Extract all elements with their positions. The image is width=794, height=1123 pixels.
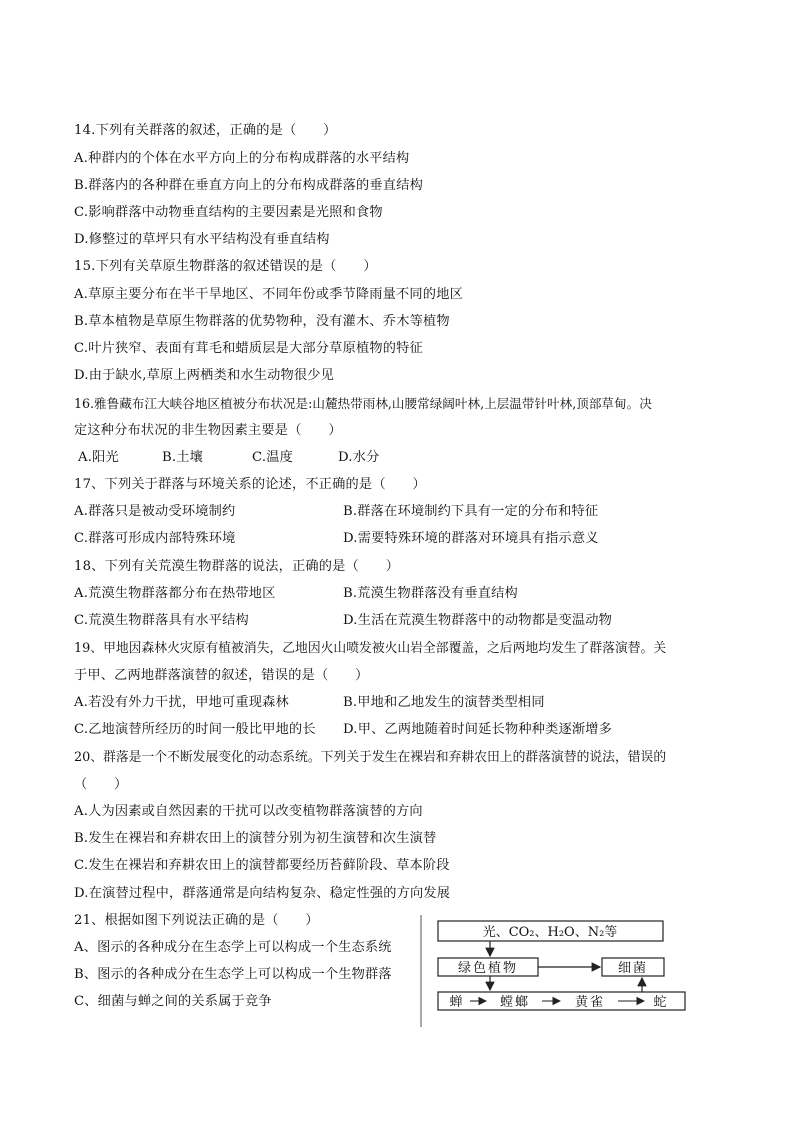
q17-option-b: B.群落在环境制约下具有一定的分布和特征	[343, 504, 599, 519]
abiotic-label: 光、CO₂、H₂O、N₂等	[482, 925, 618, 940]
q19-option-b: B.甲地和乙地发生的演替类型相同	[343, 695, 545, 710]
q17-option-c: C.群落可形成内部特殊环境	[74, 531, 236, 546]
q20-option-d: D.在演替过程中，群落通常是向结构复杂、稳定性强的方向发展	[74, 886, 451, 901]
q21-option-b: B、图示的各种成分在生态学上可以构成一个生物群落	[74, 967, 392, 982]
chain-oriole: 黄雀	[574, 995, 606, 1010]
q16-stem-line1: 16.雅鲁藏布江大峡谷地区植被分布状况是:山麓热带雨林,山腰常绿阔叶林,上层温带针叶林,顶部草甸。决	[74, 396, 652, 411]
q16-option-d: D.水分	[338, 450, 380, 465]
q14-option-a: A.种群内的个体在水平方向上的分布构成群落的水平结构	[74, 151, 410, 166]
q19-stem-line1: 19、甲地因森林火灾原有植被消失，乙地因火山喷发被火山岩全部覆盖，之后两地均发生了群落演替。关	[74, 641, 667, 656]
q18-stem: 18、下列有关荒漠生物群落的说法，正确的是（ ）	[74, 559, 400, 574]
q16-stem-line2: 定这种分布状况的非生物因素主要是（ ）	[74, 423, 342, 438]
q21-option-c: C、细菌与蝉之间的关系属于竞争	[74, 994, 272, 1009]
q20-option-c: C.发生在裸岩和弃耕农田上的演替都要经历苔藓阶段、草本阶段	[74, 858, 450, 873]
q16-option-b: B.土壤	[162, 450, 204, 465]
q18-option-d: D.生活在荒漠生物群落中的动物都是变温动物	[343, 613, 613, 628]
q14-option-b: B.群落内的各种群在垂直方向上的分布构成群落的垂直结构	[74, 178, 423, 193]
q15-option-d: D.由于缺水,草原上两栖类和水生动物很少见	[74, 368, 335, 383]
q20-stem-line2: （ ）	[74, 777, 128, 792]
q18-option-a: A.荒漠生物群落都分布在热带地区	[74, 586, 276, 601]
q15-option-a: A.草原主要分布在半干旱地区、不同年份或季节降雨量不同的地区	[74, 287, 463, 302]
q20-option-b: B.发生在裸岩和弃耕农田上的演替分别为初生演替和次生演替	[74, 831, 437, 846]
q14-option-c: C.影响群落中动物垂直结构的主要因素是光照和食物	[74, 205, 383, 220]
q16-option-c: C.温度	[252, 450, 293, 465]
plant-label: 绿色植物	[457, 961, 519, 976]
q19-option-d: D.甲、乙两地随着时间延长物种种类逐渐增多	[343, 722, 613, 737]
q17-option-a: A.群落只是被动受环境制约	[74, 504, 236, 519]
chain-mantis: 螳螂	[499, 995, 531, 1010]
q15-stem: 15.下列有关草原生物群落的叙述错误的是（ ）	[74, 259, 377, 274]
bacteria-label: 细菌	[617, 961, 649, 976]
q19-option-c: C.乙地演替所经历的时间一般比甲地的长	[74, 722, 316, 737]
q20-option-a: A.人为因素或自然因素的干扰可以改变植物群落演替的方向	[74, 804, 423, 819]
q19-option-a: A.若没有外力干扰，甲地可重现森林	[74, 695, 289, 710]
q15-option-c: C.叶片狭窄、表面有茸毛和蜡质层是大部分草原植物的特征	[74, 341, 423, 356]
q14-stem: 14.下列有关群落的叙述，正确的是（ ）	[74, 123, 337, 138]
q18-option-c: C.荒漠生物群落具有水平结构	[74, 613, 249, 628]
q14-option-d: D.修整过的草坪只有水平结构没有垂直结构	[74, 232, 330, 247]
q17-option-d: D.需要特殊环境的群落对环境具有指示意义	[343, 531, 599, 546]
q19-stem-line2: 于甲、乙两地群落演替的叙述，错误的是（ ）	[74, 668, 369, 683]
food-web-diagram	[420, 915, 692, 1027]
q21-stem: 21、根据如图下列说法正确的是（ ）	[74, 913, 319, 928]
q15-option-b: B.草本植物是草原生物群落的优势物种，没有灌木、乔木等植物	[74, 314, 450, 329]
q17-stem: 17、下列关于群落与环境关系的论述，不正确的是（ ）	[74, 477, 426, 492]
q20-stem-line1: 20、群落是一个不断发展变化的动态系统。下列关于发生在裸岩和弃耕农田上的群落演替的说法，错误的	[74, 750, 667, 765]
chain-cicada: 蝉	[449, 995, 463, 1010]
q21-option-a: A、图示的各种成分在生态学上可以构成一个生态系统	[74, 940, 392, 955]
q18-option-b: B.荒漠生物群落没有垂直结构	[343, 586, 518, 601]
q16-option-a: A.阳光	[78, 450, 119, 465]
chain-snake: 蛇	[653, 995, 667, 1010]
